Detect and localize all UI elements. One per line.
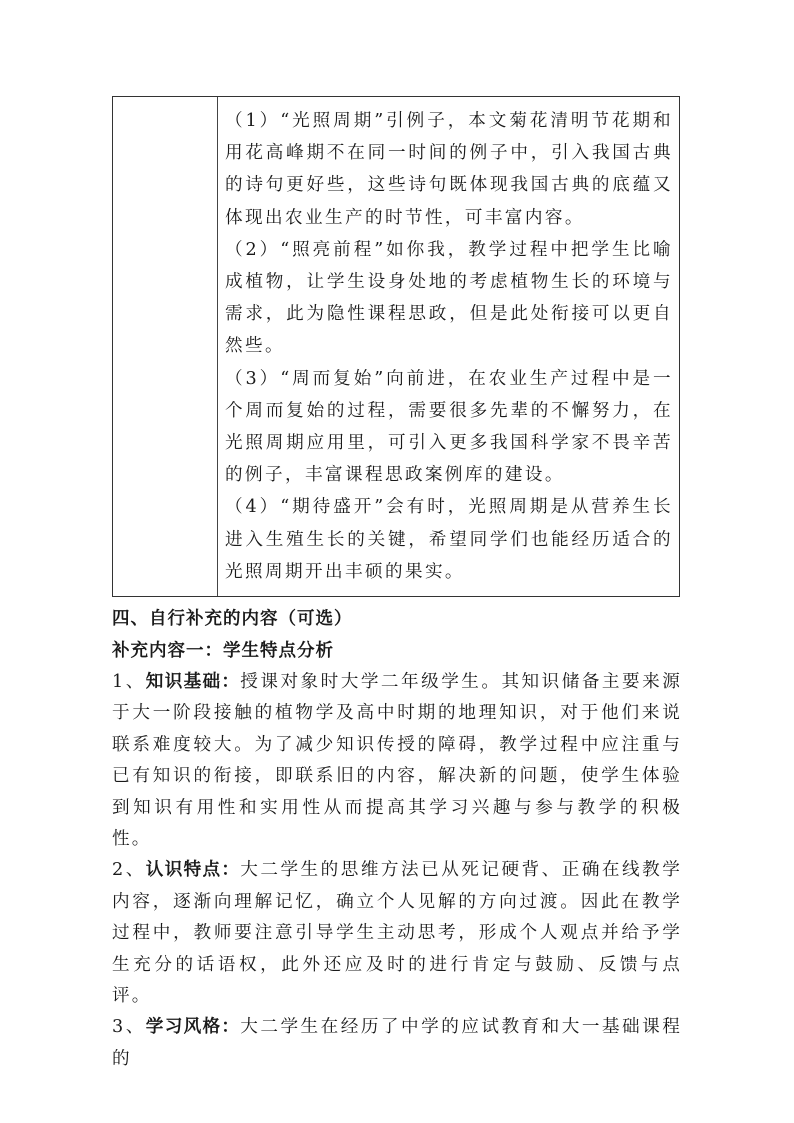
point-learning-style: 3、学习风格：大二学生在经历了中学的应试教育和大一基础课程的	[112, 1017, 682, 1069]
point-knowledge-basis: 1、知识基础：授课对象时大学二年级学生。其知识储备主要来源于大一阶段接触的植物学及高中时期的地理知识，对于他们来说联系难度较大。为了减少知识传授的障碍，教学过程中应注重与已有知识的衔接，即联系旧的内容，解决新的问题，使学生体验到知识有用性和实用性从而提高其学习兴趣与参与教学的积极性。	[112, 672, 682, 850]
review-table	[112, 96, 680, 597]
table-content-cell	[225, 105, 673, 588]
table-column-divider	[217, 97, 218, 596]
section-subheading: 补充内容一：学生特点分析	[112, 640, 334, 661]
table-item-4: （4）“期待盛开”会有时，光照周期是从营养生长进入生殖生长的关键，希望同学们也能经历适合的光照周期开出丰硕的果实。	[225, 497, 673, 582]
section-heading: 四、自行补充的内容（可选）	[112, 609, 353, 629]
table-item-1: （1）“光照周期”引例子，本文菊花清明节花期和用花高峰期不在同一时间的例子中，引入我国古典的诗句更好些，这些诗句既体现我国古典的底蕴又体现出农业生产的时节性，可丰富内容。	[225, 111, 673, 228]
supplement-section	[112, 604, 682, 1075]
table-item-3: （3）“周而复始”向前进，在农业生产过程中是一个周而复始的过程，需要很多先辈的不懈努力，在光照周期应用里，可引入更多我国科学家不畏辛苦的例子，丰富课程思政案例库的建设。	[225, 368, 673, 486]
point-cognitive-features: 2、认识特点：大二学生的思维方法已从死记硬背、正确在线教学内容，逐渐向理解记忆，确立个人见解的方向过渡。因此在教学过程中，教师要注意引导学生主动思考，形成个人观点并给予学生充分的话语权，此外还应及时的进行肯定与鼓励、反馈与点评。	[112, 860, 682, 1007]
table-item-2: （2）“照亮前程”如你我，教学过程中把学生比喻成植物，让学生设身处地的考虑植物生长的环境与需求，此为隐性课程思政，但是此处衔接可以更自然些。	[225, 239, 673, 357]
